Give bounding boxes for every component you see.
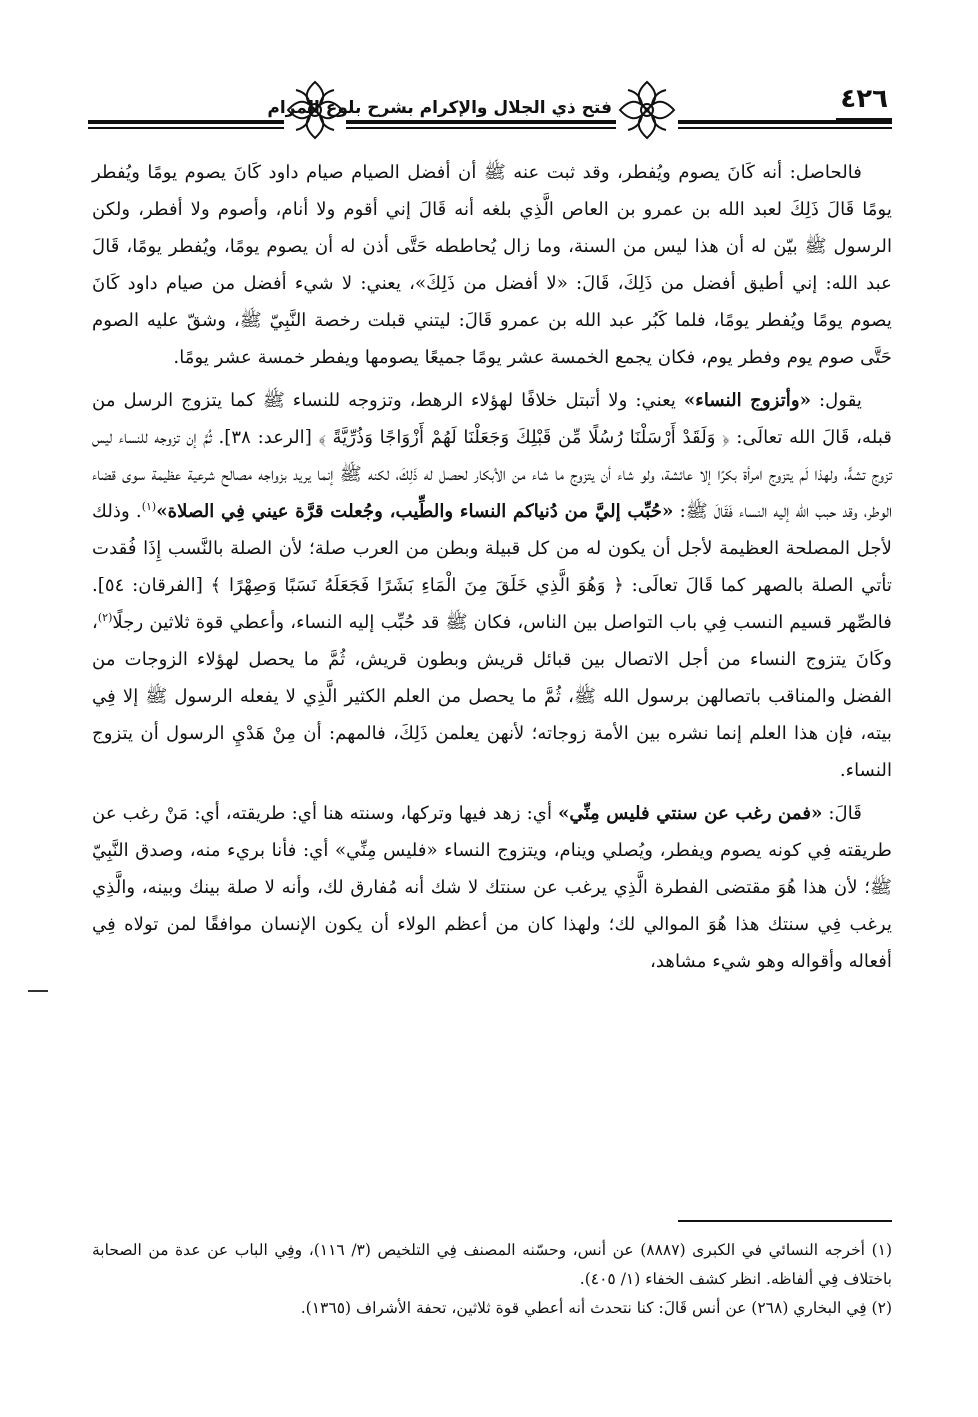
quoted-hadith: «حُبِّب إليَّ من دُنياكم النساء والطِّيب، وجُعلت قرَّة عيني فِي الصلاة» (156, 501, 674, 522)
paragraph-text: . وذلك لأجل المصلحة العظيمة لأجل أن يكون له من كل قبيلة وبطن من العرب صلة؛ لأن الصلة بالنَّسب إِذَا فُقدت تأتي الصلة بالصهر كما قَالَ تعالَى: ﴿ وَهُوَ الَّذِي خَلَقَ مِنَ الْمَاءِ بَشَرًا فَجَعَلَهُ نَسَبًا وَصِهْرًا ﴾ [الفرقان: ٥٤]. فالصِّهر قسيم النسب فِي باب التواصل بين الناس، فكان ﷺ قد حُبِّب إليه النساء، وأعطي قوة ثلاثين رجلًا (92, 501, 892, 633)
header-rule (88, 120, 892, 124)
paragraph-text: يعني: ولا أتبتل خلافًا لهؤلاء الرهط، وتزوجه للنساء ﷺ كما يتزوج الرسل من قبله، قَالَ الله تعالَى: ﴿ وَلَقَدْ أَرْسَلْنَا رُسُلًا مِّن قَبْلِكَ وَجَعَلْنَا لَهُمْ أَزْوَاجًا وَذُرِّيَّةً ﴾ [الرعد: ٣٨]. ثُمَّ إن تزوجه للنساء ليس تزوج تشهٍّ، ولهذا لَم يتزوج امرأة بكرًا إلا عائشة، ولو شاء أن يتزوج ما شاء من الأبكار لحصل له ذَلِكَ، لكنه ﷺ إنما يريد بزواجه مصالح شرعية عظيمة سوى قضاء الوطر، وقد حبب الله إليه النساء فَقَالَ ﷺ: (92, 390, 892, 522)
floral-ornament-icon (616, 78, 678, 142)
paragraph-lead: يقول: (818, 390, 862, 411)
footnote-2 (92, 1294, 892, 1323)
paragraph-2 (92, 382, 892, 789)
paragraph-3 (92, 795, 892, 980)
paragraph-text: أي: زهد فيها وتركها، وسنته هنا أي: طريقته، أي: مَنْ رغب عن طريقته فِي كونه يصوم ويفطر، ويُصلي وينام، ويتزوج النساء «فليس مِنِّي» أي: فأنا بريء منه، وصدق النَّبِيّ ﷺ؛ لأن هذا هُوَ مقتضى الفطرة الَّذِي يرغب عن سنتك لا شك أنه مُفارق لك، وأنه لا صلة بينك وبينه، والَّذِي يرغب فِي سنتك هذا هُوَ الموالي لك؛ ولهذا كان من أعظم الولاء أن يكون الإنسان موافقًا لمن تولاه فِي أفعاله وأقواله وهو شيء مشاهد، (92, 803, 892, 972)
paragraph-text: ، وكَانَ يتزوج النساء من أجل الاتصال بين قبائل قريش وبطون قريش، ثُمَّ ما يحصل لهؤلاء الزوجات من الفضل والمناقب باتصالهن برسول الله ﷺ، ثُمَّ ما يحصل من العلم الكثير الَّذِي لا يفعله الرسول ﷺ إلا فِي بيته، فإن هذا العلم إنما نشره بين الأمة زوجاته؛ لأنهن يعلمن ذَلِكَ، فالمهم: أن مِنْ هَدْيِ الرسول أن يتزوج النساء. (92, 612, 892, 781)
paragraph-1: فالحاصل: أنه كَانَ يصوم ويُفطر، وقد ثبت عنه ﷺ أن أفضل الصيام صيام داود كَانَ يصوم يومًا ويُفطر يومًا قَالَ ذَلِكَ لعبد الله بن عمرو بن العاص الَّذِي بلغه أنه قَالَ إني أقوم ولا أنام، وأصوم ولا أفطر، ولكن الرسول ﷺ بيّن له أن هذا ليس من السنة، وما زال يُحاططه حَتَّى أذن له أن يصوم يومًا، ويُفطر يومًا، قَالَ عبد الله: إني أطيق أفضل من ذَلِكَ، قَالَ: «لا أفضل من ذَلِكَ»، يعني: لا شيء أفضل من صيام داود كَانَ يصوم يومًا ويُفطر يومًا، فلما كَبُر عبد الله بن عمرو قَالَ: ليتني قبلت رخصة النَّبِيّ ﷺ، وشقّ عليه الصوم حَتَّى صوم يوم وفطر يوم، فكان يجمع الخمسة عشر يومًا جميعًا يصومها ويفطر خمسة عشر يومًا. (92, 162, 892, 368)
footnote-text: فِي البخاري (٢٦٨) عن أنس قَالَ: كنا نتحدث أنه أعطي قوة ثلاثين، تحفة الأشراف (١٣٦٥). (300, 1299, 867, 1317)
footnote-marker-2[interactable]: (٢) (97, 610, 113, 624)
footnote-text: أخرجه النسائي في الكبرى (٨٨٨٧) عن أنس، وحسّنه المصنف فِي التلخيص (٣/ ١١٦)، وفِي الباب عن عدة من الصحابة باختلاف فِي ألفاظه. انظر كشف الخفاء (١/ ٤٠٥). (92, 1241, 892, 1288)
footnote-1 (92, 1236, 892, 1294)
footnote-separator (678, 1220, 892, 1222)
footnotes (92, 1236, 892, 1323)
quoted-hadith-phrase: «فمن رغب عن سنتي فليس مِنِّي» (558, 803, 823, 824)
header-rule-thin (88, 127, 892, 129)
footnote-number: (١) (871, 1241, 893, 1259)
footnote-number: (٢) (871, 1299, 892, 1317)
page-number: ٤٢٦ (836, 82, 892, 120)
page-header (88, 62, 892, 154)
paragraph-lead: قَالَ: (828, 803, 862, 824)
quoted-hadith-phrase: «وأتزوج النساء» (683, 390, 812, 411)
margin-mark (28, 990, 48, 992)
footnote-marker-1[interactable]: (١) (141, 499, 157, 513)
main-text (92, 154, 892, 980)
running-title: فتح ذي الجلال والإكرام بشرح بلوغ المرام (267, 98, 612, 118)
